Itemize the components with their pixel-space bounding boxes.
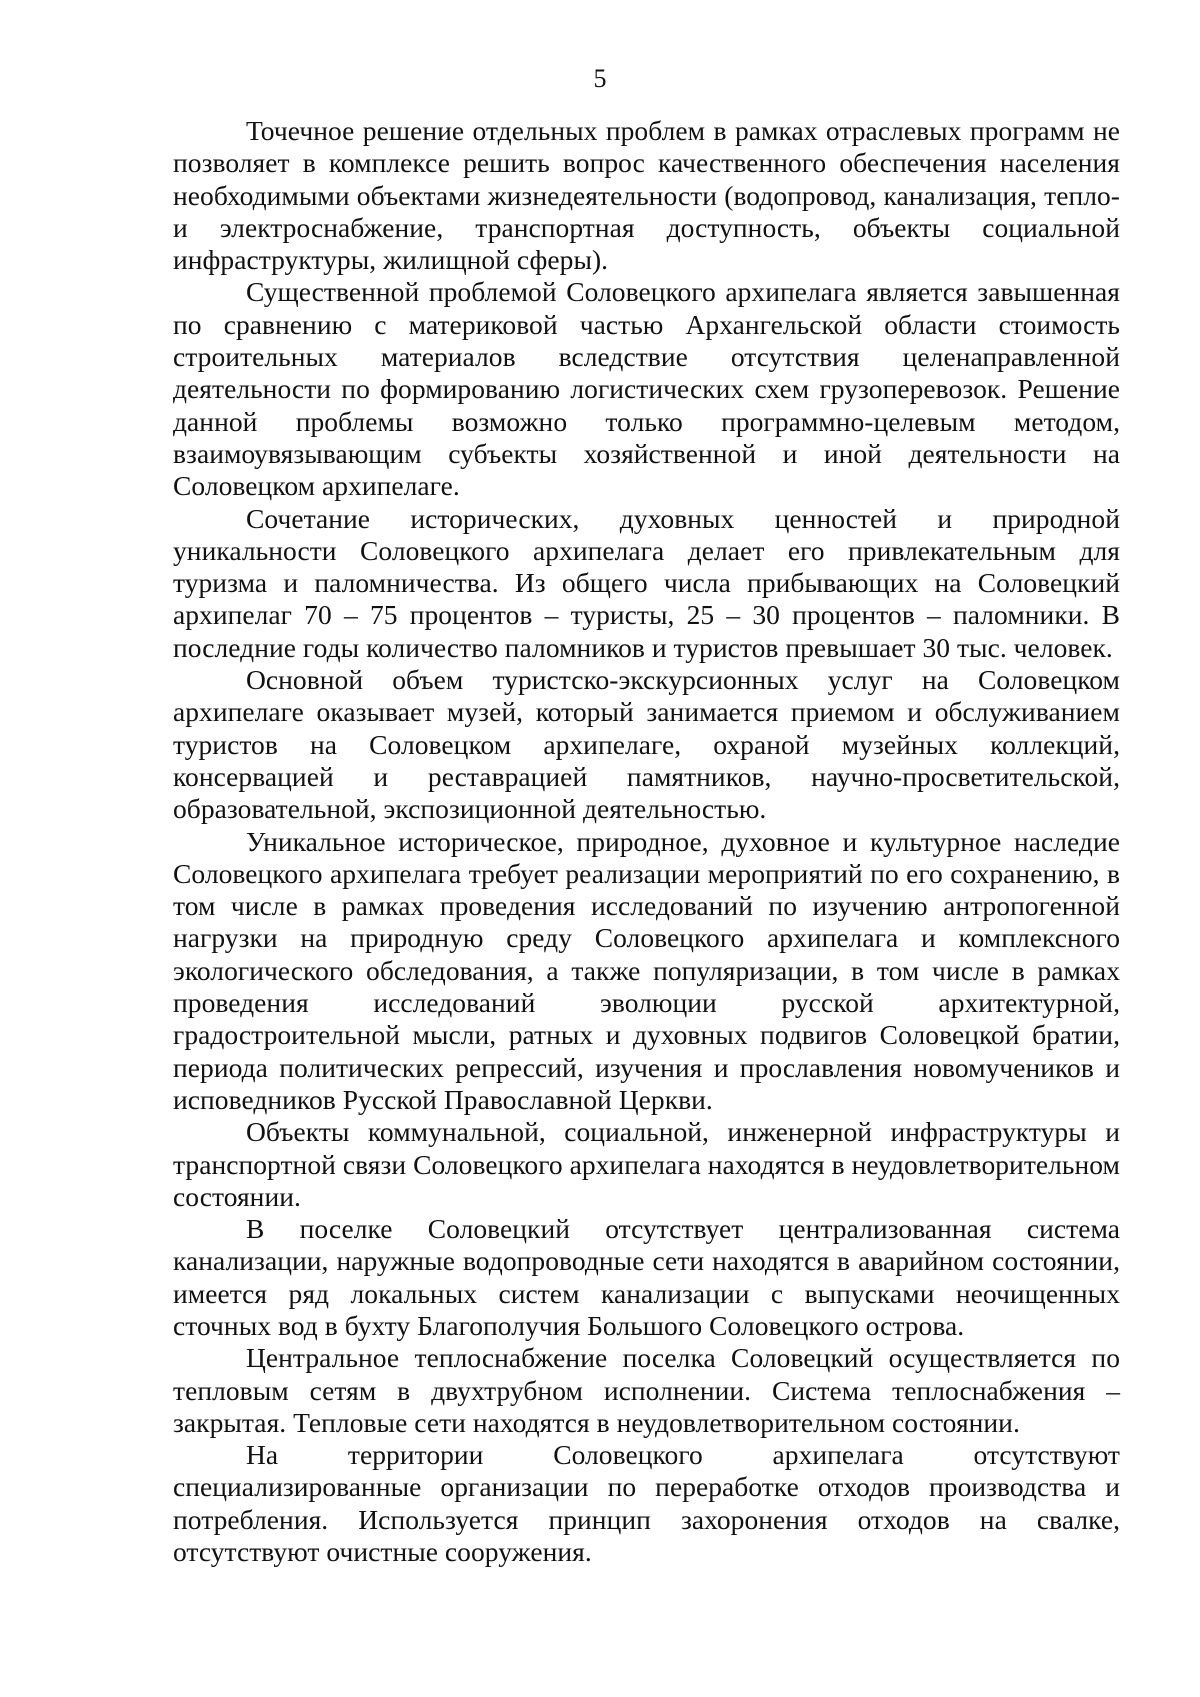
paragraph-6: Объекты коммунальной, социальной, инженерной инфраструктуры и транспортной связи Соловецкого архипелага находятся в неудовлетворительном состоянии. (173, 1116, 1120, 1212)
page-number: 5 (593, 64, 607, 93)
paragraph-3: Сочетание исторических, духовных ценностей и природной уникальности Соловецкого архипелага делает его привлекательным для туризма и паломничества. Из общего числа прибывающих на Соловецкий архипелаг 70 – 75 процентов – туристы, 25 – 30 процентов – паломники. В последние годы количество паломников и туристов превышает 30 тыс. человек. (173, 502, 1120, 663)
paragraph-9: На территории Соловецкого архипелага отсутствуют специализированные организации по переработке отходов производства и потребления. Используется принцип захоронения отходов на свалке, отсутствуют очистные сооружения. (173, 1439, 1120, 1568)
paragraph-1: Точечное решение отдельных проблем в рамках отраслевых программ не позволяет в комплексе решить вопрос качественного обеспечения населения необходимыми объектами жизнедеятельности (водопровод, канализация, тепло- и электроснабжение, транспортная доступность, объекты социальной инфраструктуры, жилищной сферы). (173, 115, 1120, 276)
document-body (173, 115, 1120, 1568)
paragraph-2: Существенной проблемой Соловецкого архипелага является завышенная по сравнению с материковой частью Архангельской области стоимость строительных материалов вследствие отсутствия целенаправленной деятельности по формированию логистических схем грузоперевозок. Решение данной проблемы возможно только программно-целевым методом, взаимоувязывающим субъекты хозяйственной и иной деятельности на Соловецком архипелаге. (173, 276, 1120, 502)
paragraph-4: Основной объем туристско-экскурсионных услуг на Соловецком архипелаге оказывает музей, который занимается приемом и обслуживанием туристов на Соловецком архипелаге, охраной музейных коллекций, консервацией и реставрацией памятников, научно-просветительской, образовательной, экспозиционной деятельностью. (173, 664, 1120, 825)
paragraph-8: Центральное теплоснабжение поселка Соловецкий осуществляется по тепловым сетям в двухтрубном исполнении. Система теплоснабжения – закрытая. Тепловые сети находятся в неудовлетворительном состоянии. (173, 1342, 1120, 1438)
paragraph-5: Уникальное историческое, природное, духовное и культурное наследие Соловецкого архипелага требует реализации мероприятий по его сохранению, в том числе в рамках проведения исследований по изучению антропогенной нагрузки на природную среду Соловецкого архипелага и комплексного экологического обследования, а также популяризации, в том числе в рамках проведения исследований эволюции русской архитектурной, градостроительной мысли, ратных и духовных подвигов Соловецкой братии, периода политических репрессий, изучения и прославления новомучеников и исповедников Русской Православной Церкви. (173, 825, 1120, 1115)
paragraph-7: В поселке Соловецкий отсутствует централизованная система канализации, наружные водопроводные сети находятся в аварийном состоянии, имеется ряд локальных систем канализации с выпусками неочищенных сточных вод в бухту Благополучия Большого Соловецкого острова. (173, 1213, 1120, 1341)
